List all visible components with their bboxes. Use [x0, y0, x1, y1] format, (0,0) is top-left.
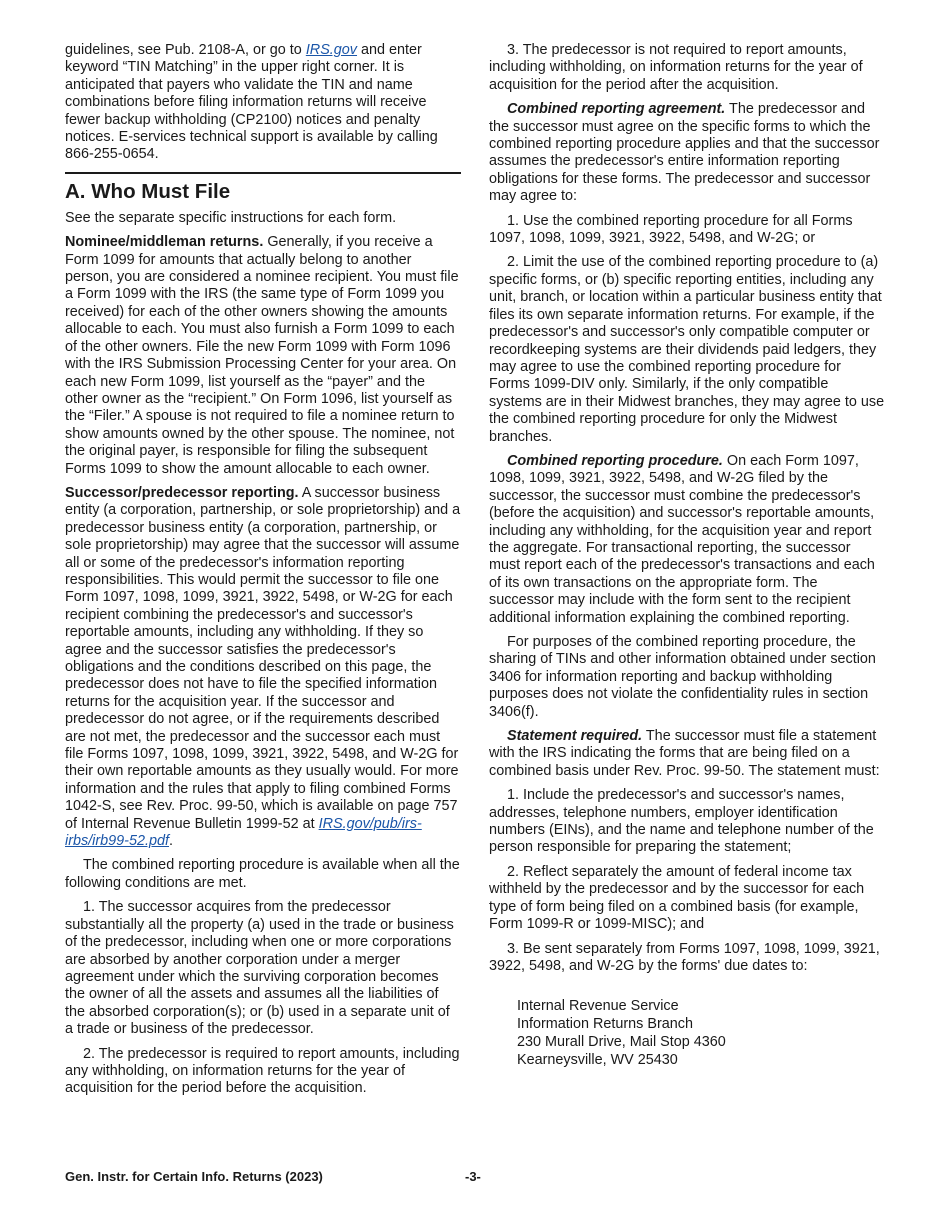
statement-item-3: 3. Be sent separately from Forms 1097, 1098, 1099, 3921, 3922, 5498, and W-2G by the forms' due dates to:	[489, 940, 880, 974]
statement-item-1: 1. Include the predecessor's and successor's names, addresses, telephone numbers, employer identification numbers (EINs), and the name and telephone number of the person responsible for preparing the statement;	[489, 787, 874, 856]
agreement-paragraph	[489, 101, 885, 205]
nominee-paragraph	[65, 234, 461, 478]
successor-text: A successor business entity (a corporation, partnership, or sole proprietorship) and a predecessor business entity (a corporation, partnership, or sole proprietorship) may agree that the successor will assume all or some of the predecessor's information reporting responsibilities. This would permit the successor to file one Form 1097, 1098, 1099, 3921, 3922, 5498, or W-2G for each recipient combining the predecessor's and successor's reportable amounts, including any withholding. If they so agree and the successor satisfies the predecessor's obligations and the conditions described on this page, the predecessor does not have to file the specified information returns for the acquisition year. If the successor and predecessor do not agree, or if the requirements described are not met, the predecessor and the successor each must file Forms 1097, 1098, 1099, 3921, 3922, 5498, and W-2G for their own reportable amounts as they usually would. For more information and the rules that apply to filing combined Forms 1042-S, see Rev. Proc. 99-50, which is available on page 757 of Internal Revenue Bulletin 1999-52 at	[65, 484, 461, 832]
agreement-option-2: 2. Limit the use of the combined reporting procedure to (a) specific forms, or (b) specific reporting entities, including any unit, branch, or location within a particular business entity that files its own separate information returns. For example, if the predecessor's and successor's only compatible computer or recordkeeping systems are their dividends paid ledgers, they may agree to use the combined reporting procedure for Forms 1099-DIV only. Similarly, if the only compatible systems are in their Midwest branches, they may agree to use the combined reporting procedure for only the Midwest branches.	[489, 254, 885, 445]
nominee-title: Nominee/middleman returns.	[65, 234, 264, 251]
mailing-address	[517, 997, 885, 1069]
statement-paragraph	[489, 728, 885, 780]
procedure-text: On each Form 1097, 1098, 1099, 3921, 3922, 5498, and W-2G filed by the successor, the successor must combine the predecessor's (before the acquisition) and successor's reportable amounts, including any withholding, for the acquisition year and report the aggregate. For transactional reporting, the successor must report each of the predecessor's transactions and each of its own transactions on the appropriate form. The successor may include with the form sent to the recipient additional information explaining the combined reporting.	[489, 452, 875, 626]
condition-2: 2. The predecessor is required to report amounts, including any withholding, on information returns for the year of acquisition for the period before the acquisition.	[65, 1045, 460, 1097]
statement-title: Statement required.	[507, 728, 643, 745]
intro-text-continued: and enter keyword “TIN Matching” in the upper right corner. It is anticipated that payers who validate the TIN and name combinations before filing information returns will receive fewer backup withholding (CP2100) notices and penalty notices. E-services technical support is available by calling 866-255-0654.	[65, 42, 438, 163]
section-heading: A. Who Must File	[65, 179, 231, 203]
combined-available-paragraph: The combined reporting procedure is available when all the following conditions are met.	[65, 857, 460, 891]
intro-text: guidelines, see Pub. 2108-A, or go to	[65, 42, 306, 58]
agreement-option-1: 1. Use the combined reporting procedure for all Forms 1097, 1098, 1099, 3921, 3922, 5498, and W-2G; or	[489, 212, 853, 247]
statement-item-2: 2. Reflect separately the amount of federal income tax withheld by the predecessor and by the successor for each type of form being filed on a combined basis (for example, Form 1099-R or 1099-MISC); and	[489, 863, 865, 933]
agreement-title: Combined reporting agreement.	[507, 101, 726, 118]
statement-text: The successor must file a statement with the IRS indicating the forms that are being filed on a combined basis under Rev. Proc. 99-50. The statement must:	[489, 728, 880, 779]
tin-matching-paragraph	[65, 42, 461, 164]
address-line-4: Kearneysville, WV 25430	[517, 1052, 678, 1069]
right-column	[489, 42, 885, 1069]
purposes-paragraph: For purposes of the combined reporting procedure, the sharing of TINs and other information obtained under section 3406 for information reporting and backup withholding purposes does not violate the confidentiality rules in section 3406(f).	[489, 634, 876, 720]
procedure-paragraph	[489, 453, 885, 627]
nominee-text: Generally, if you receive a Form 1099 for amounts that actually belong to another person, you are considered a nominee recipient. You must file a Form 1099 with the IRS (the same type of Form 1099 you received) for each of the other owners showing the amounts allocable to each. You must also furnish a Form 1099 to each of the other owners. File the new Form 1099 with Form 1096 with the IRS Submission Processing Center for your area. On each new Form 1099, list yourself as the “payer” and the other owner as the “recipient.” On Form 1096, list yourself as the “Filer.” A spouse is not required to file a nominee return to show amounts owned by the other spouse. The nominee, not the original payer, is responsible for filing the subsequent Forms 1099 to show the amount allocable to each owner.	[65, 234, 459, 477]
see-separate-instructions: See the separate specific instructions for each form.	[65, 209, 397, 226]
address-line-2: Information Returns Branch	[517, 1016, 693, 1033]
successor-paragraph	[65, 485, 461, 851]
page-number: -3-	[465, 1169, 481, 1184]
successor-text-end: .	[169, 833, 173, 850]
irs-gov-link[interactable]: IRS.gov	[305, 42, 358, 58]
condition-3: 3. The predecessor is not required to report amounts, including withholding, on information returns for the year of acquisition for the period after the acquisition.	[489, 42, 863, 93]
procedure-title: Combined reporting procedure.	[507, 452, 723, 469]
agreement-text: The predecessor and the successor must agree on the specific forms to which the combined reporting procedure applies and that the successor assumes the predecessor's entire information reporting obligations for these forms. The predecessor and successor may agree to:	[489, 101, 880, 205]
left-column	[65, 42, 461, 1105]
address-line-3: 230 Murall Drive, Mail Stop 4360	[517, 1034, 726, 1051]
irb-link[interactable]: IRS.gov/pub/irs-irbs/irb99-52.pdf	[65, 815, 422, 850]
section-divider	[65, 172, 461, 174]
footer-title: Gen. Instr. for Certain Info. Returns (2023)	[65, 1169, 323, 1184]
address-line-1: Internal Revenue Service	[517, 998, 679, 1015]
successor-title: Successor/predecessor reporting.	[65, 484, 299, 501]
condition-1: 1. The successor acquires from the predecessor substantially all the property (a) used in the trade or business of the predecessor, including when one or more corporations are absorbed by another corporation under a merger agreement under which the surviving corporation becomes the owner of all the assets and assumes all the liabilities of the absorbed corporation(s); or (b) used in a separate unit of a trade or business of the predecessor.	[65, 899, 454, 1038]
